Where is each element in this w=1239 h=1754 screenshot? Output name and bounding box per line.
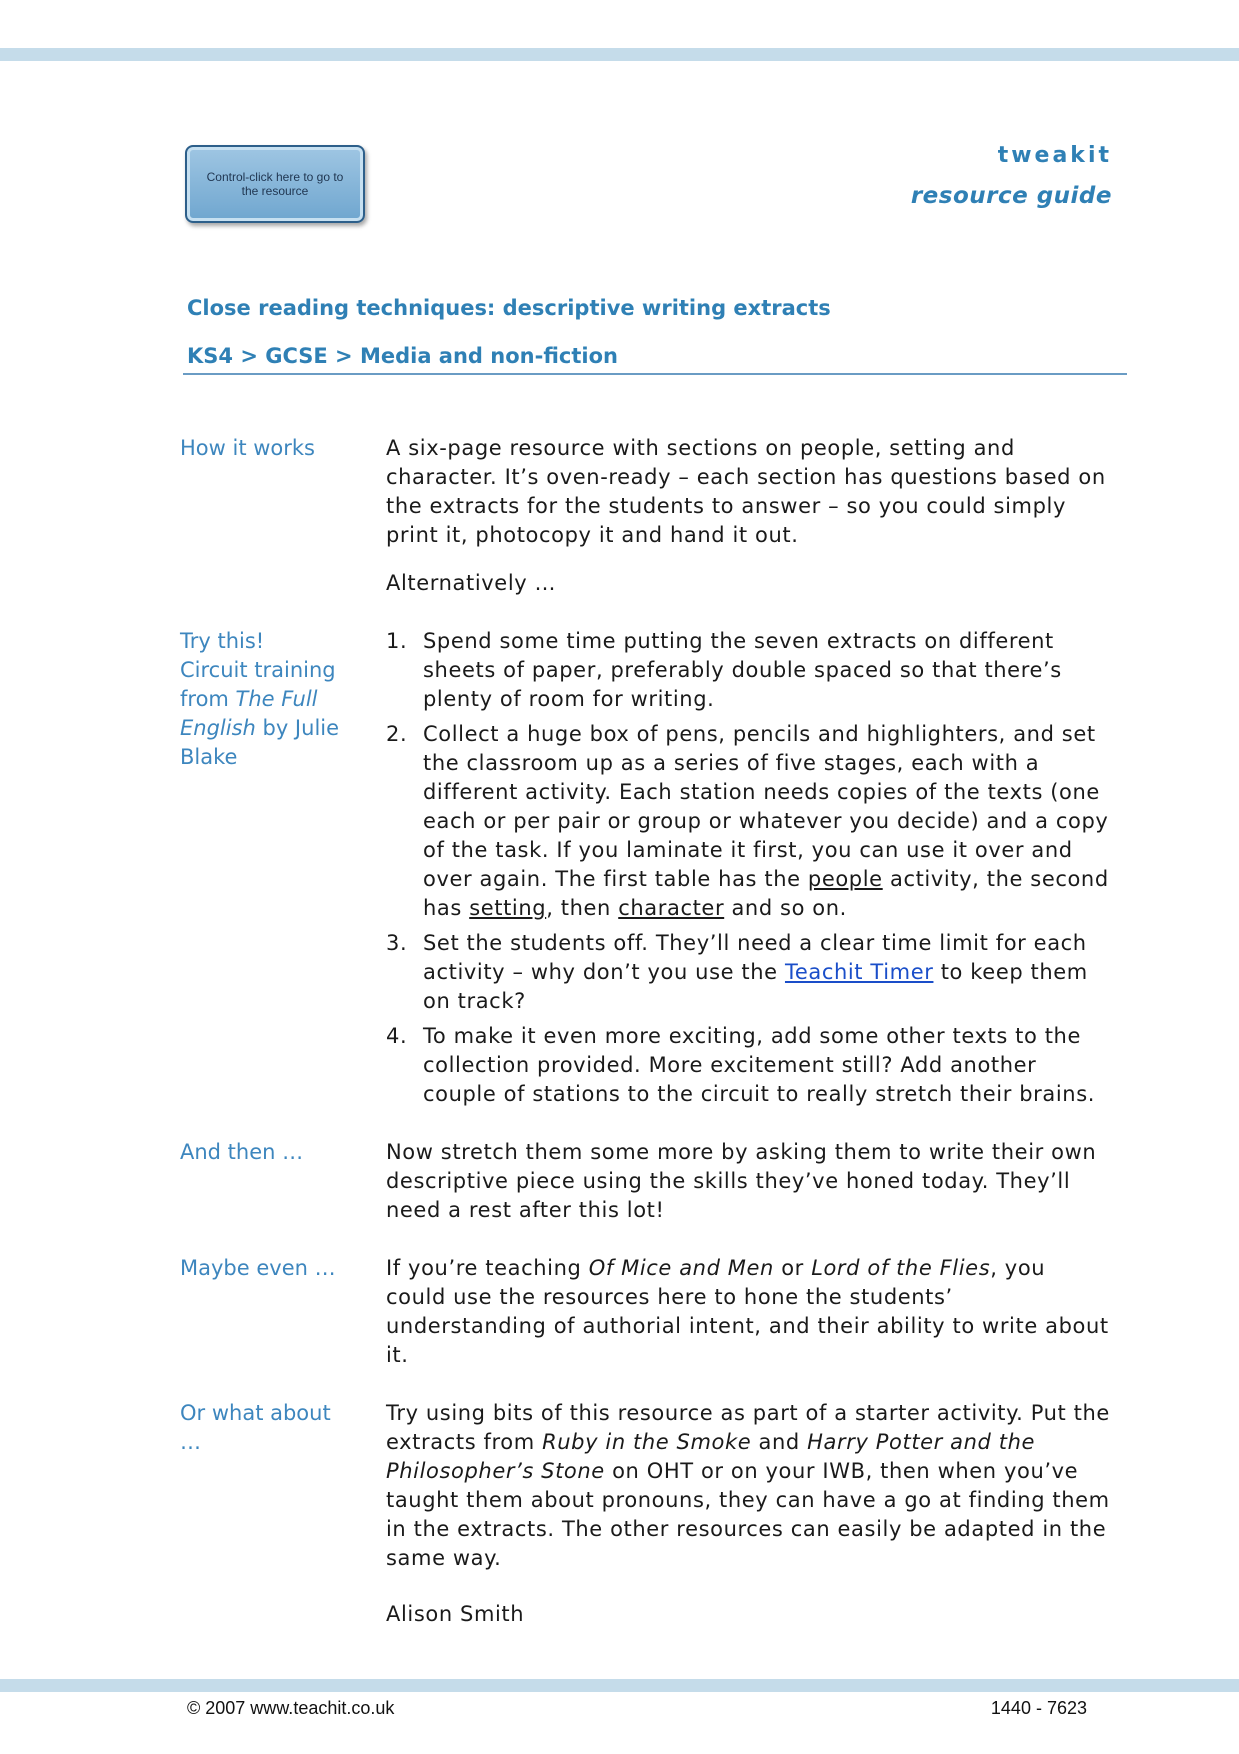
- list-number: 4.: [386, 1024, 408, 1048]
- underlined-word: setting: [469, 896, 547, 920]
- section-body-or-what-about: [386, 1399, 1111, 1629]
- label-text: by Julie Blake: [180, 716, 340, 769]
- steps-list: [386, 627, 1111, 1109]
- section-label-how-it-works: How it works: [180, 436, 315, 460]
- label-book-title: The Full English: [180, 687, 318, 740]
- underlined-word: people: [807, 867, 883, 891]
- text: and: [751, 1430, 808, 1454]
- section-label-and-then: And then …: [180, 1140, 304, 1164]
- text: on OHT or on your IWB, then when you’ve taught them about pronouns, they can have a go at finding them in the extracts. The other resources can easily be adapted in the same way.: [386, 1459, 1110, 1570]
- book-title: Of Mice and Men: [588, 1256, 774, 1280]
- page-title: Close reading techniques: descriptive writing extracts: [187, 296, 831, 320]
- list-text: and so on.: [724, 896, 847, 920]
- list-number: 3.: [386, 931, 408, 955]
- list-text: , then: [546, 896, 619, 920]
- paragraph: [386, 1399, 1111, 1573]
- section-label-maybe-even: Maybe even …: [180, 1256, 336, 1280]
- text: Try using bits of this resource as part of a starter activity. Put the extracts from: [386, 1401, 1110, 1454]
- underlined-word: character: [618, 896, 725, 920]
- author-name: Alison Smith: [386, 1602, 525, 1626]
- brand-subtitle: resource guide: [910, 183, 1112, 209]
- list-text: to keep them on track?: [423, 960, 1088, 1013]
- book-title: Harry Potter and the Philosopher’s Stone: [386, 1430, 1036, 1483]
- list-item: [386, 1022, 1111, 1109]
- book-title: Lord of the Flies: [811, 1256, 991, 1280]
- list-text: To make it even more exciting, add some other texts to the collection provided. More excitement still? Add another couple of stations to the circuit to really stretch their brains.: [423, 1024, 1096, 1106]
- label-text: Circuit training from: [180, 658, 336, 711]
- breadcrumb: KS4 > GCSE > Media and non-fiction: [187, 344, 618, 368]
- book-title: Ruby in the Smoke: [542, 1430, 752, 1454]
- list-number: 2.: [386, 722, 408, 746]
- list-text: Set the students off. They’ll need a clear time limit for each activity – why don’t you use the: [423, 931, 1087, 984]
- section-label-or-what-about: Or what about …: [180, 1401, 331, 1454]
- text: , you could use the resources here to hone the students’ understanding of authorial intent, and their ability to write about it.: [386, 1256, 1109, 1367]
- footer-copyright: © 2007 www.teachit.co.uk: [187, 1698, 395, 1718]
- go-to-resource-label: Control-click here to go to the resource: [206, 170, 344, 198]
- title-divider: [183, 373, 1127, 375]
- section-label-try-this: [180, 627, 365, 772]
- list-item: [386, 720, 1111, 923]
- list-number: 1.: [386, 629, 408, 653]
- section-body-try-this: [386, 627, 1111, 1115]
- section-body-how-it-works: [386, 434, 1111, 598]
- section-body-maybe-even: [386, 1254, 1111, 1370]
- teachit-timer-link[interactable]: Teachit Timer: [784, 960, 934, 984]
- paragraph: A six-page resource with sections on people, setting and character. It’s oven-ready – each section has questions based on the extracts for the students to answer – so you could simply print it, photocopy it and hand it out.: [386, 436, 1106, 547]
- footer-resource-code: 1440 - 7623: [990, 1698, 1087, 1718]
- list-item: [386, 929, 1111, 1016]
- paragraph: Alternatively …: [386, 571, 557, 595]
- text: If you’re teaching: [386, 1256, 589, 1280]
- list-text: Spend some time putting the seven extracts on different sheets of paper, preferably double spaced so that there’s plenty of room for writing.: [423, 629, 1062, 711]
- bottom-border-bar: [0, 1679, 1239, 1692]
- brand-name: tweakit: [997, 143, 1112, 168]
- list-item: [386, 627, 1111, 714]
- section-body-and-then: [386, 1138, 1111, 1225]
- list-text: Collect a huge box of pens, pencils and highlighters, and set the classroom up as a series of five stages, each with a different activity. Each station needs copies of the texts (one each or per pair or group or whatever you decide) and a copy of the task. If you laminate it first, you can use it over and over again. The first table has the: [423, 722, 1109, 891]
- label-line: Try this!: [180, 629, 265, 653]
- go-to-resource-button[interactable]: [185, 145, 365, 223]
- top-border-bar: [0, 48, 1239, 61]
- paragraph: Now stretch them some more by asking them to write their own descriptive piece using the skills they’ve honed today. They’ll need a rest after this lot!: [386, 1140, 1097, 1222]
- list-text: activity, the second has: [423, 867, 1109, 920]
- text: or: [773, 1256, 812, 1280]
- paragraph: [386, 1254, 1111, 1370]
